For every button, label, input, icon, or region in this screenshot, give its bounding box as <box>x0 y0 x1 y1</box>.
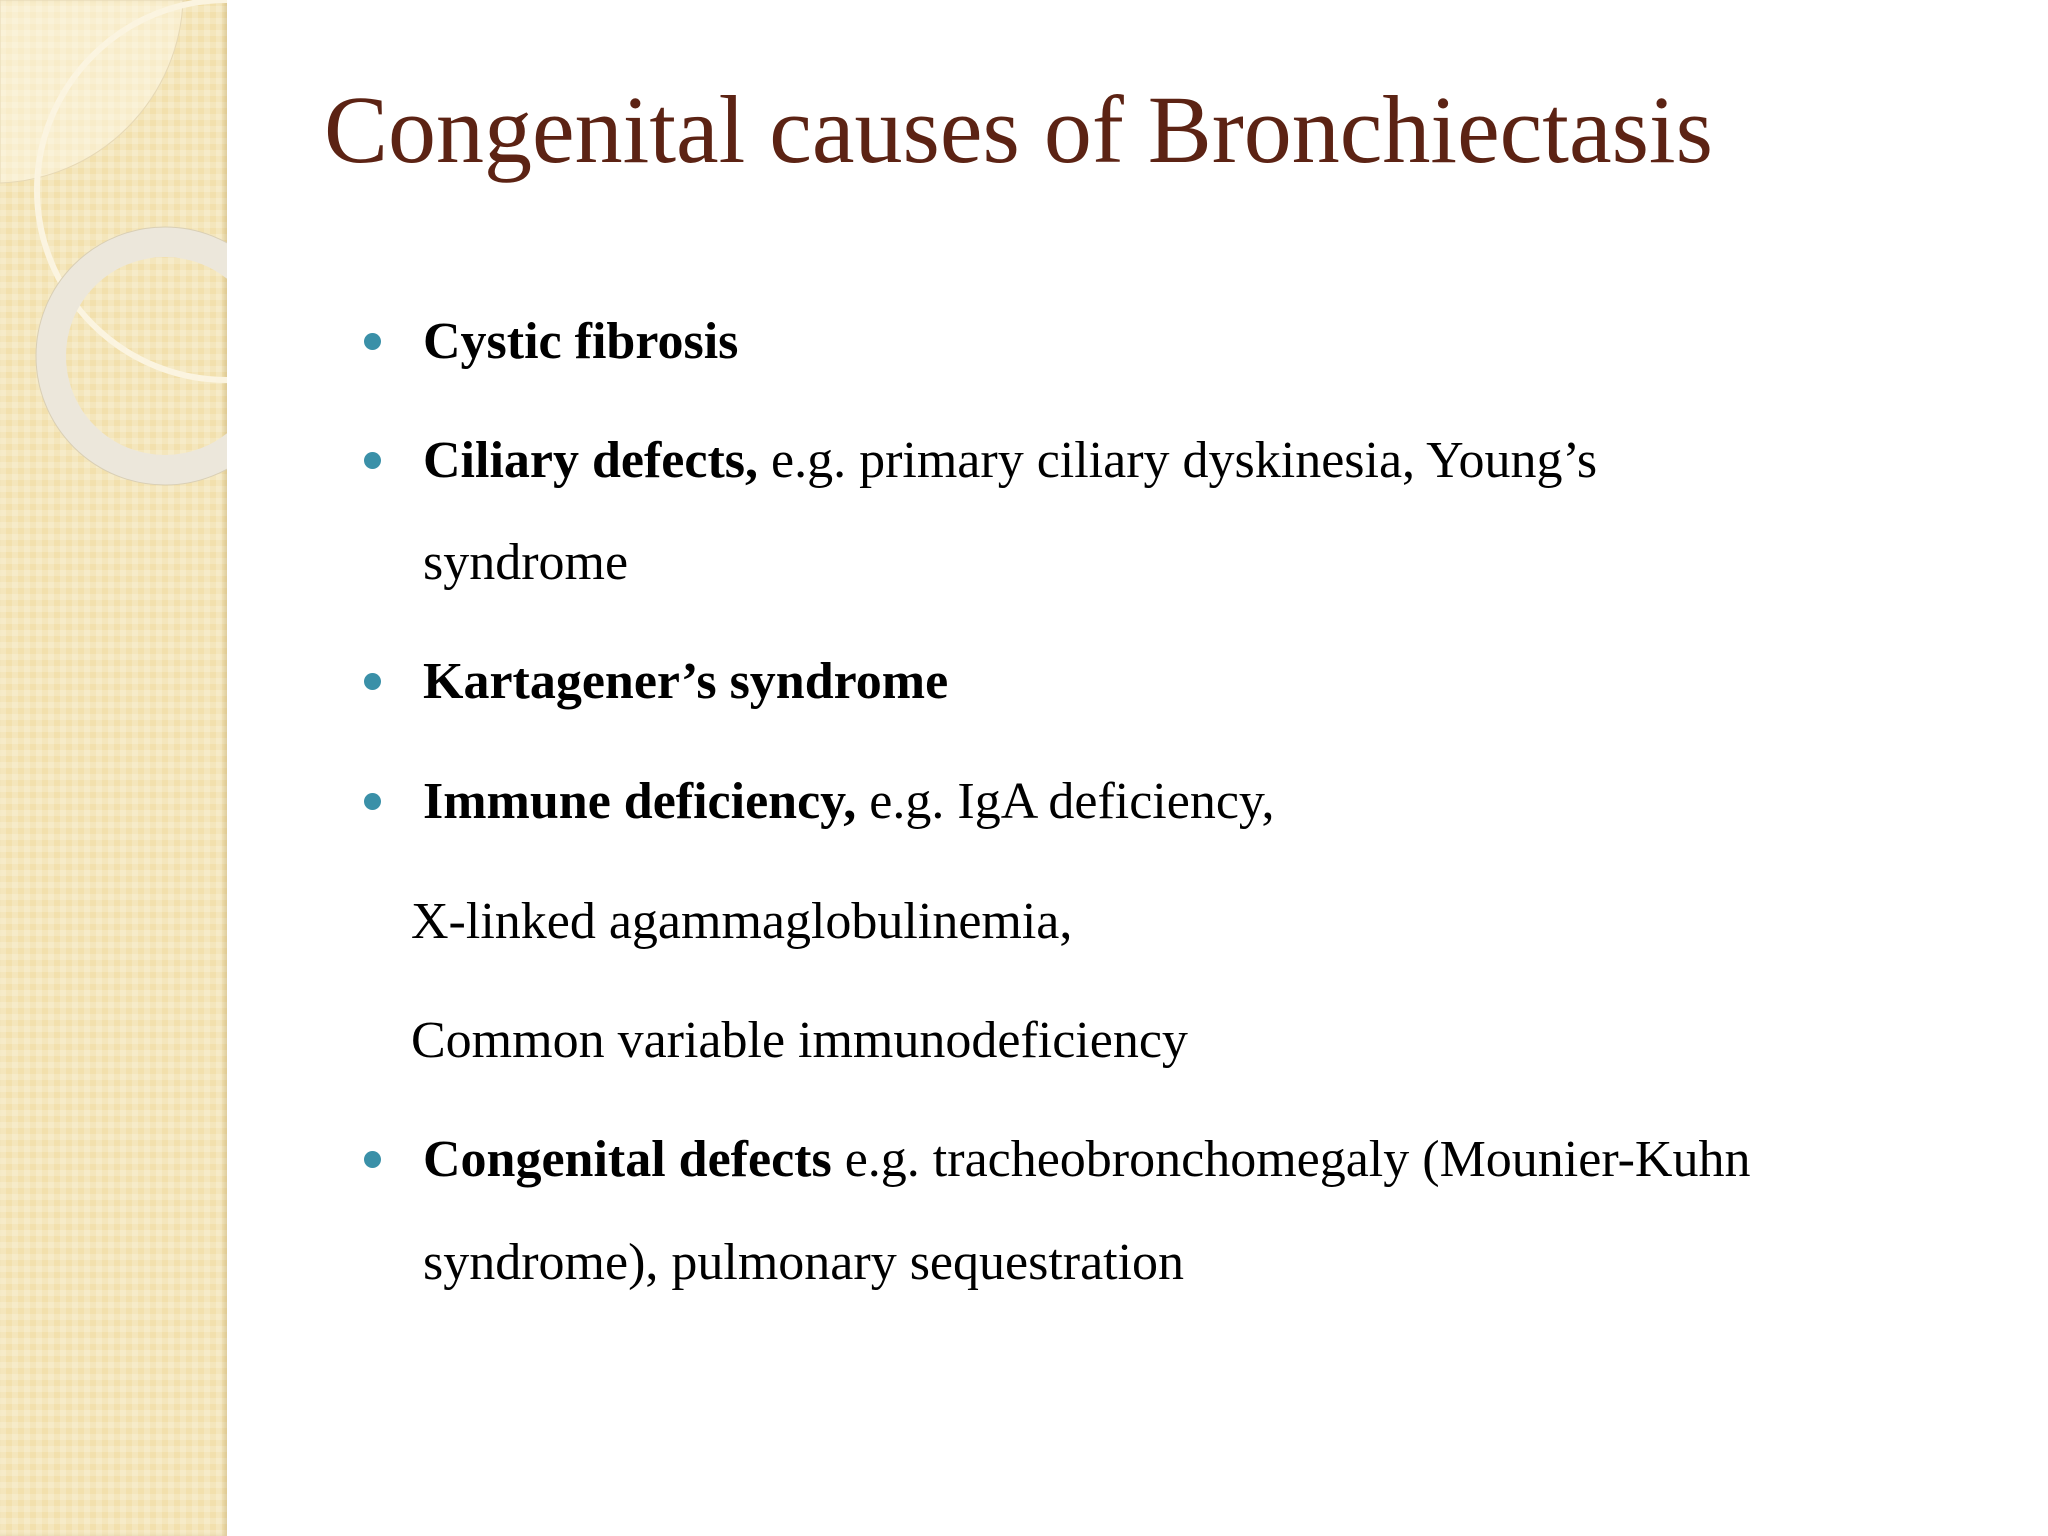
bullet-subline: X-linked agammaglobulinemia, <box>411 893 1073 950</box>
bullet-icon <box>364 673 381 690</box>
slide-title: Congenital causes of Bronchiectasis <box>324 76 1713 183</box>
bullet-text: e.g. tracheobronchomegaly (Mounier-Kuhn <box>831 1131 1751 1188</box>
bullet-icon <box>364 452 381 469</box>
bullet-cystic-fibrosis <box>423 313 739 370</box>
bullet-text: e.g. primary ciliary dyskinesia, Young’s <box>758 432 1598 489</box>
bullet-continuation: syndrome), pulmonary sequestration <box>423 1234 1185 1291</box>
bullet-ciliary-defects <box>423 432 1598 489</box>
bullet-bold: Immune deficiency, <box>423 773 857 830</box>
bullet-continuation: syndrome <box>423 534 629 591</box>
decorative-sidebar <box>0 0 227 1536</box>
bullet-icon <box>364 1151 381 1168</box>
bullet-subline: Common variable immunodeficiency <box>411 1012 1188 1069</box>
bullet-bold: Cystic fibrosis <box>423 313 739 370</box>
bullet-bold: Kartagener’s syndrome <box>423 653 949 710</box>
bullet-text: e.g. IgA deficiency, <box>856 773 1275 830</box>
bullet-kartagener <box>423 653 949 710</box>
bullet-icon <box>364 333 381 350</box>
bullet-icon <box>364 793 381 810</box>
decorative-rings <box>0 0 227 1536</box>
bullet-bold: Ciliary defects, <box>423 432 759 489</box>
bullet-bold: Congenital defects <box>423 1131 832 1188</box>
bullet-congenital-defects <box>423 1131 1751 1188</box>
bullet-immune-deficiency <box>423 773 1275 830</box>
